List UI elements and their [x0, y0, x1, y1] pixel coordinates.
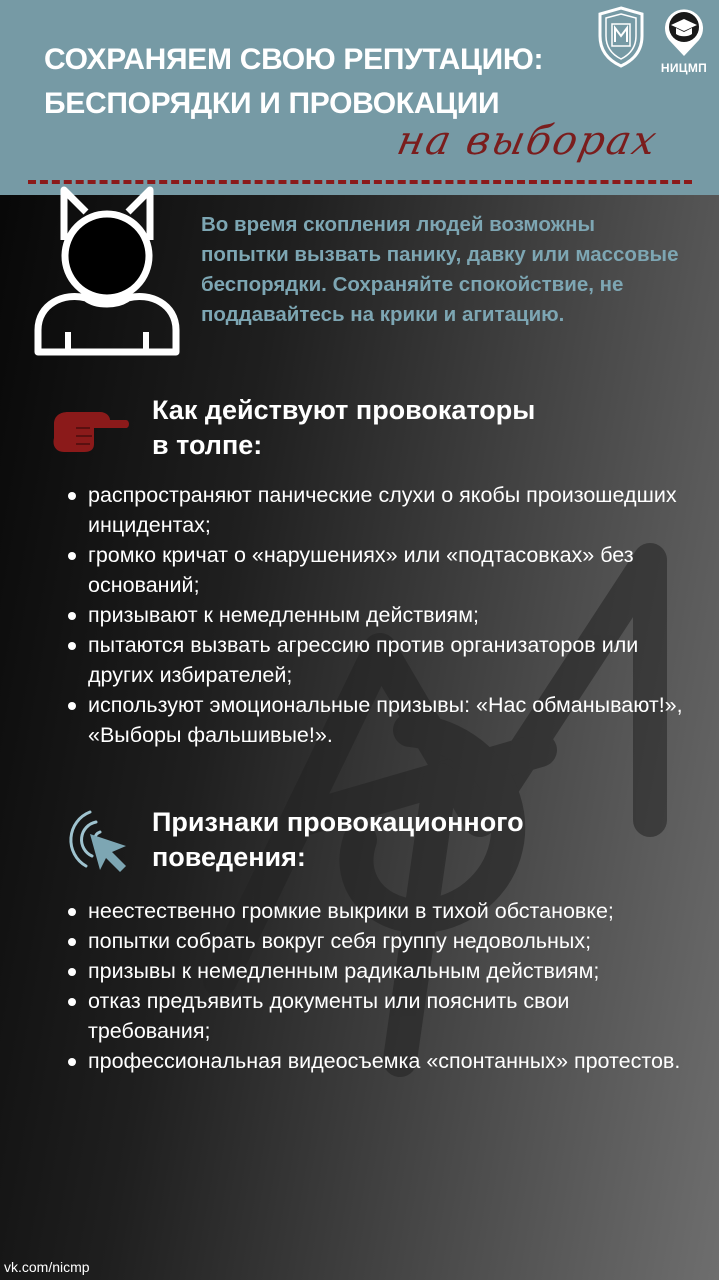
title-script: на выборах — [393, 118, 663, 164]
devil-avatar-icon — [34, 180, 180, 367]
list-item: громко кричат о «нарушениях» или «подтасовках» без оснований; — [64, 540, 694, 600]
list-item: попытки собрать вокруг себя группу недовольных; — [64, 926, 694, 956]
list-item: призывают к немедленным действиям; — [64, 600, 694, 630]
shield-logo-icon — [596, 6, 646, 73]
list-item: отказ предъявить документы или пояснить свои требования; — [64, 986, 694, 1046]
list-item: неестественно громкие выкрики в тихой обстановке; — [64, 896, 694, 926]
intro-text: Во время скопления людей возможны попытки вызвать панику, давку или массовые беспорядки. Сохраняйте спокойствие, не поддавайтесь на крики и агитацию. — [201, 213, 679, 326]
cursor-click-icon — [60, 806, 134, 881]
nicmp-logo-icon — [654, 6, 714, 75]
section2-heading-line-2: поведения: — [152, 842, 306, 872]
list-item: профессиональная видеосъемка «спонтанных» протестов. — [64, 1046, 694, 1076]
section1-list — [64, 480, 694, 750]
list-item: пытаются вызвать агрессию против организаторов или других избирателей; — [64, 630, 694, 690]
list-item: призывы к немедленным радикальным действиям; — [64, 956, 694, 986]
section2-heading — [152, 805, 524, 875]
title-line-1: СОХРАНЯЕМ СВОЮ РЕПУТАЦИЮ: — [44, 43, 544, 76]
section1-heading-line-1: Как действуют провокаторы — [152, 395, 536, 425]
list-item: используют эмоциональные призывы: «Нас обманывают!», «Выборы фальшивые!». — [64, 690, 694, 750]
section1-heading-line-2: в толпе: — [152, 430, 263, 460]
title-line-2: БЕСПОРЯДКИ И ПРОВОКАЦИИ — [44, 87, 500, 120]
section2-heading-line-1: Признаки провокационного — [152, 807, 524, 837]
list-item: распространяют панические слухи о якобы произошедших инцидентах; — [64, 480, 694, 540]
pointing-hand-icon — [50, 404, 132, 461]
section2-list — [64, 896, 694, 1076]
footer-link[interactable]: vk.com/nicmp — [4, 1259, 90, 1275]
section1-heading — [152, 393, 535, 463]
logo-text: НИЦМП — [660, 61, 708, 75]
page-title — [44, 38, 543, 126]
header-banner — [0, 0, 719, 195]
